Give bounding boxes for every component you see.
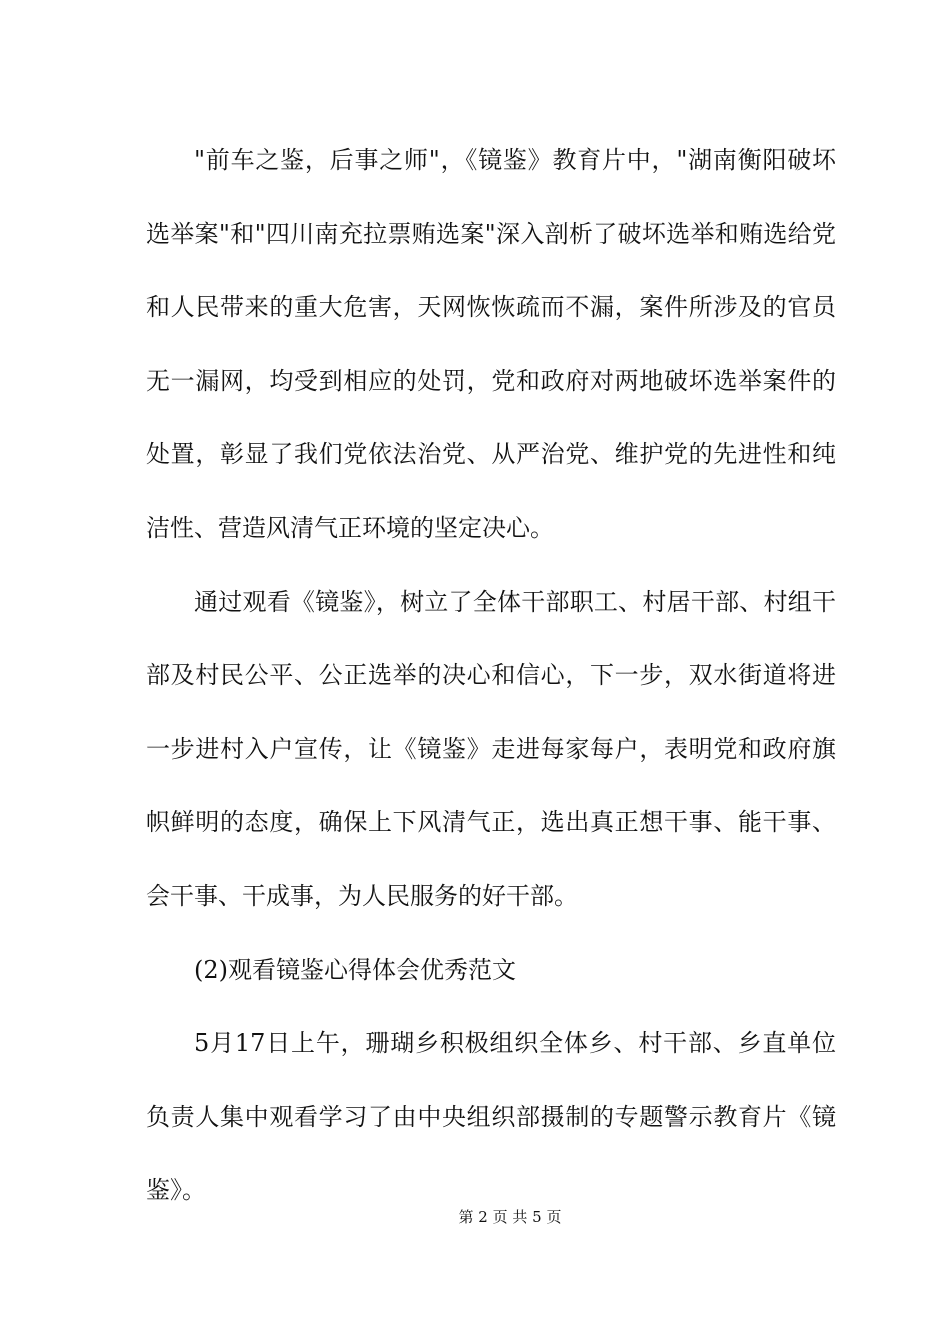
section-heading: (2)观看镜鉴心得体会优秀范文 — [194, 955, 516, 984]
paragraph-1: "前车之鉴，后事之师"，《镜鉴》教育片中，"湖南衡阳破坏选举案"和"四川南充拉票贿选案"深入剖析了破坏选举和贿选给党和人民带来的重大危害，天网恢恢疏而不漏，案件所涉及的官员无一漏网，均受到相应的处罚，党和政府对两地破坏选举案件的处置，彰显了我们党依法治党、从严治党、维护党的先进性和纯洁性、营造风清气正环境的坚定决心。 — [146, 146, 836, 542]
page-footer — [0, 1207, 950, 1227]
document-body — [146, 124, 836, 1228]
paragraph-2: 通过观看《镜鉴》，树立了全体干部职工、村居干部、村组干部及村民公平、公正选举的决心和信心，下一步，双水街道将进一步进村入户宣传，让《镜鉴》走进每家每户，表明党和政府旗帜鲜明的态度，确保上下风清气正，选出真正想干事、能干事、会干事、干成事，为人民服务的好干部。 — [146, 587, 836, 910]
page-number: 第 2 页 共 5 页 — [458, 1208, 562, 1226]
paragraph-3: 5月17日上午，珊瑚乡积极组织全体乡、村干部、乡直单位负责人集中观看学习了由中央组织部摄制的专题警示教育片《镜鉴》。 — [146, 1029, 836, 1205]
